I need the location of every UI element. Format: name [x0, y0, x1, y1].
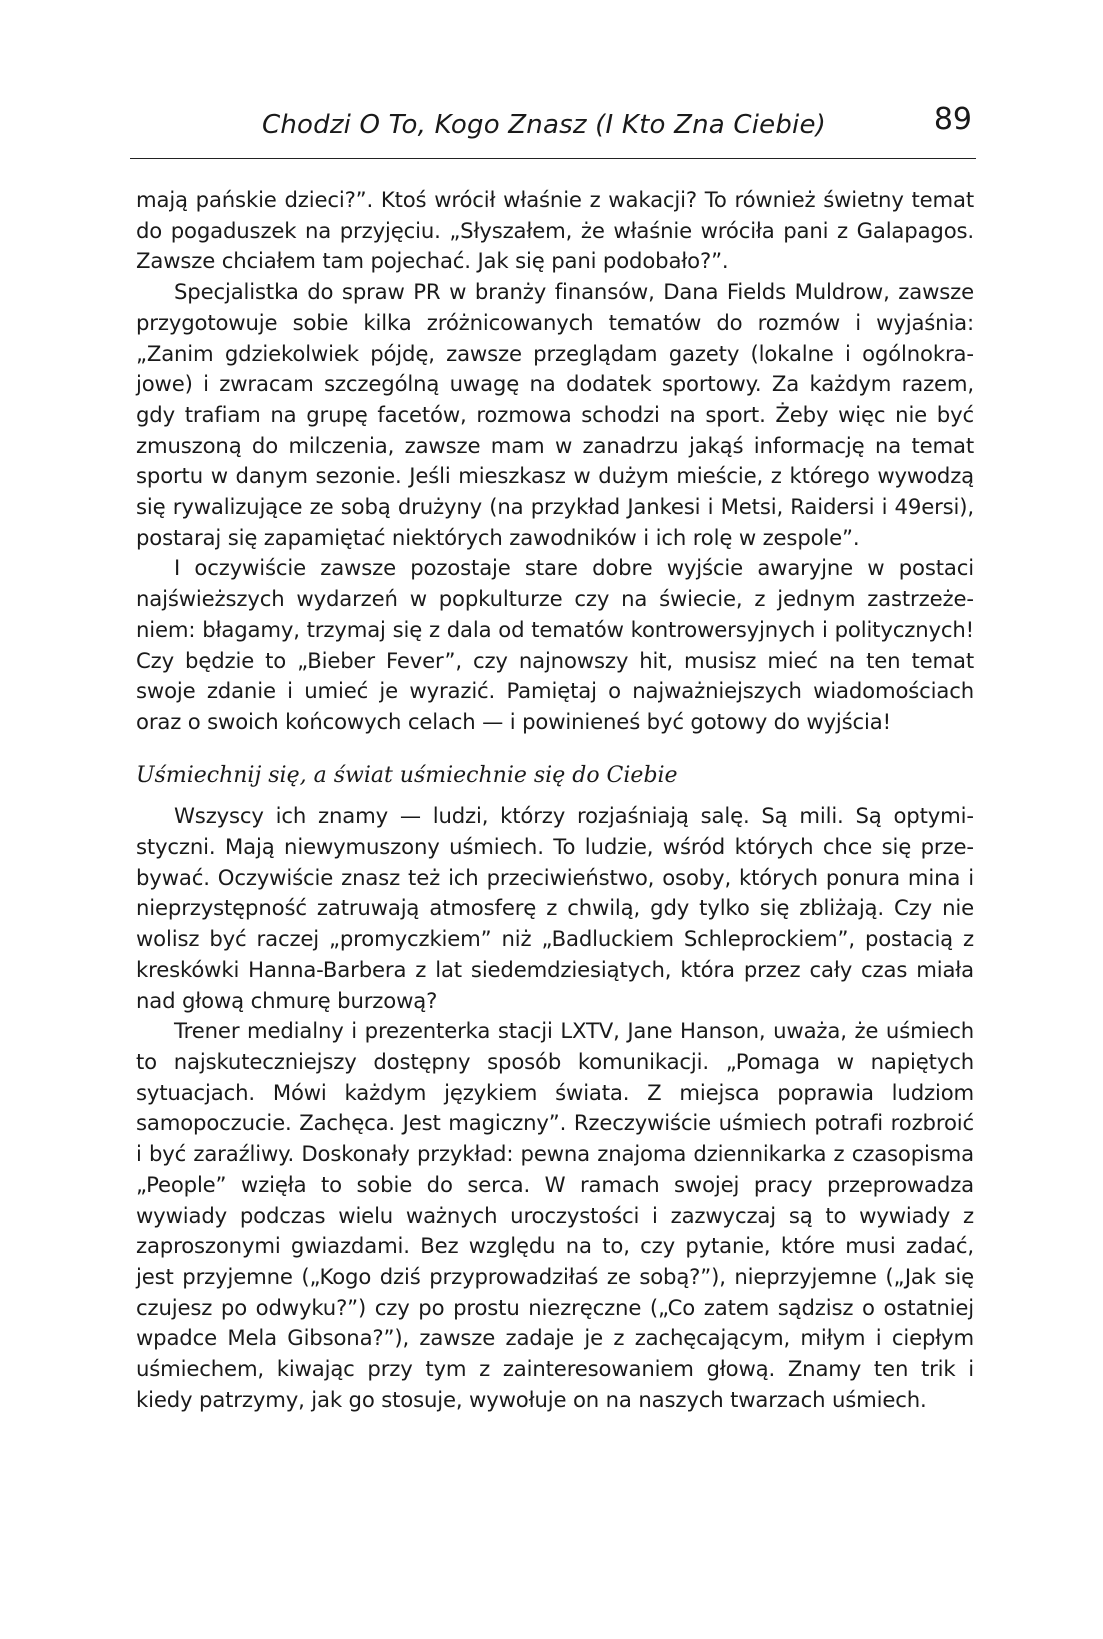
page-body — [136, 185, 974, 1415]
paragraph: Wszyscy ich znamy — ludzi, którzy rozjaśniają salę. Są mili. Są optymistyczni. Mają niewymuszony uśmiech. To ludzie, wśród których chce się przebywać. Oczywiście znasz też ich przeciwieństwo, osoby, których ponura mina i nieprzystępność zatruwają atmosferę z chwilą, gdy tylko się zbliżają. Czy nie wolisz być raczej „promyczkiem” niż „Badluckiem Schleprockiem”, postacią z kreskówki Hanna-Barbera z lat siedemdziesiątych, która przez cały czas miała nad głową chmurę burzową? — [136, 803, 974, 1013]
running-header — [130, 100, 976, 159]
paragraph: Trener medialny i prezenterka stacji LXTV, Jane Hanson, uważa, że uśmiech to najskuteczniejszy dostępny sposób komunikacji. „Pomaga w napiętych sytuacjach. Mówi każdym językiem świata. Z miejsca poprawia ludziom samopoczucie. Zachęca. Jest magiczny”. Rzeczywiście uśmiech potrafi rozbroić i być zaraźliwy. Doskonały przykład: pewna znajoma dziennikarka z czasopisma „People” wzięła to sobie do serca. W ramach swojej pracy przeprowadza wywiady podczas wielu ważnych uroczystości i zazwyczaj są to wywiady z zaproszonymi gwiazdami. Bez względu na to, czy pytanie, które musi zadać, jest przyjemne („Kogo dziś przyprowadziłaś ze sobą?”), nieprzyjemne („Jak się czujesz po odwyku?”) czy po prostu niezręczne („Co zatem sądzisz o ostatniej wpadce Mela Gibsona?”), zawsze zadaje je z zachęcającym, miłym i ciepłym uśmiechem, kiwając przy tym z zainteresowaniem głową. Znamy ten trik i kiedy patrzymy, jak go stosuje, wywołuje on na naszych twarzach uśmiech. — [136, 1018, 974, 1412]
section-heading: Uśmiechnij się, a świat uśmiechnie się do Ciebie — [136, 762, 678, 788]
page-number: 89 — [933, 102, 972, 137]
paragraph: I oczywiście zawsze pozostaje stare dobre wyjście awaryjne w postaci najświeższych wydarzeń w popkulturze czy na świecie, z jednym zastrzeżeniem: błagamy, trzymaj się z dala od tematów kontrowersyjnych i politycznych! Czy będzie to „Bieber Fever”, czy najnowszy hit, musisz mieć na ten temat swoje zdanie i umieć je wyrazić. Pamiętaj o najważniejszych wiadomościach oraz o swoich końcowych celach — i powinieneś być gotowy do wyjścia! — [136, 555, 974, 734]
paragraph-continued: mają pańskie dzieci?”. Ktoś wrócił właśnie z wakacji? To również świetny temat do pogaduszek na przyjęciu. „Słyszałem, że właśnie wróciła pani z Galapagos. Zawsze chciałem tam pojechać. Jak się pani podobało?”. — [136, 187, 974, 274]
running-title: Chodzi O To, Kogo Znasz (I Kto Zna Ciebie) — [261, 110, 826, 140]
paragraph: Specjalistka do spraw PR w branży finansów, Dana Fields Muldrow, zawsze przygotowuje sobie kilka zróżnicowanych tematów do rozmów i wyjaśnia: „Zanim gdziekolwiek pójdę, zawsze przeglądam gazety (lokalne i ogólnokrajowe) i zwracam szczególną uwagę na dodatek sportowy. Za każdym razem, gdy trafiam na grupę facetów, rozmowa schodzi na sport. Żeby więc nie być zmuszoną do milczenia, zawsze mam w zanadrzu jakąś informację na temat sportu w danym sezonie. Jeśli mieszkasz w dużym mieście, z którego wywodzą się rywalizujące ze sobą drużyny (na przykład Jankesi i Metsi, Raidersi i 49ersi), postaraj się zapamiętać niektórych zawodników i ich rolę w zespole”. — [136, 279, 974, 550]
